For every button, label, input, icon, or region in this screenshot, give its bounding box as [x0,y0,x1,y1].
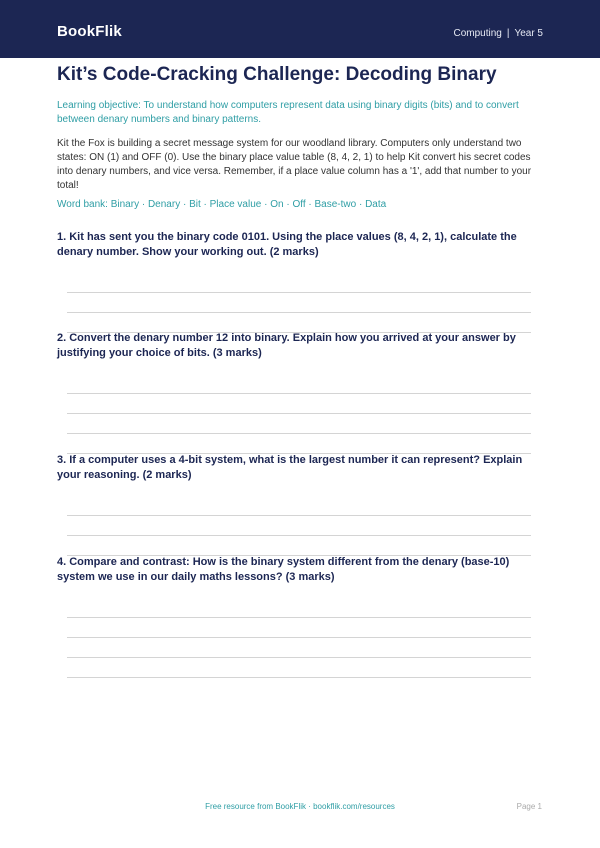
word-bank: Word bank: Binary · Denary · Bit · Place value · On · Off · Base-two · Data [57,199,387,210]
question-3: 3. If a computer uses a 4-bit system, what is the largest number it can represent? Explain your reasoning. (2 marks) [57,454,523,481]
answer-line[interactable] [67,312,531,313]
subject-separator: | [506,28,510,39]
answer-line[interactable] [67,393,531,394]
answer-line[interactable] [67,535,531,536]
answer-line[interactable] [67,433,531,434]
footer-resource-link[interactable]: Free resource from BookFlik · bookflik.com/resources [205,802,395,811]
answer-line[interactable] [67,413,531,414]
learning-objective: Learning objective: To understand how computers represent data using binary digits (bits) and to convert between denary numbers and binary patterns. [57,100,519,125]
intro-paragraph: Kit the Fox is building a secret message system for our woodland library. Computers only understand two states: ON (1) and OFF (0). Use the binary place value table (8, 4, 2, 1) to help Kit convert his secret codes into denary numbers, and vice versa. Remember, if a place value column has a '1', add that number to your total! [57,138,532,191]
answer-line[interactable] [67,515,531,516]
worksheet-title: Kit’s Code-Cracking Challenge: Decoding Binary [57,64,497,85]
subject-label [453,28,543,39]
answer-line[interactable] [67,292,531,293]
answer-line[interactable] [67,657,531,658]
header-bar [0,0,600,58]
subject-name: Computing [453,28,502,39]
page-number: Page 1 [516,802,542,811]
question-1: 1. Kit has sent you the binary code 0101. Using the place values (8, 4, 2, 1), calculate the denary number. Show your working out. (2 marks) [57,231,517,258]
year-group: Year 5 [514,28,543,39]
question-4: 4. Compare and contrast: How is the binary system different from the denary (base-10) system we use in our daily maths lessons? (3 marks) [57,556,510,583]
question-2: 2. Convert the denary number 12 into binary. Explain how you arrived at your answer by justifying your choice of bits. (3 marks) [57,332,516,359]
answer-line[interactable] [67,637,531,638]
answer-line[interactable] [67,677,531,678]
answer-line[interactable] [67,617,531,618]
brand-logo[interactable]: BookFlik [57,23,122,40]
